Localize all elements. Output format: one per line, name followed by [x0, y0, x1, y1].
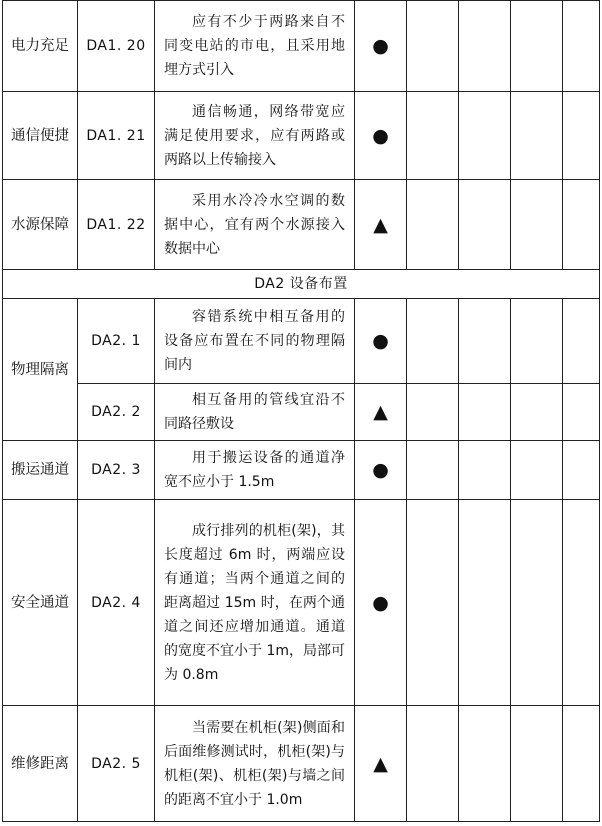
empty-cell — [459, 180, 511, 270]
code-cell: DA1. 21 — [78, 92, 155, 180]
mark-cell: ▲ — [355, 384, 407, 441]
empty-cell — [511, 706, 563, 822]
empty-cell — [407, 92, 459, 180]
description-cell: 应有不少于两路来自不同变电站的市电，且采用地埋方式引入 — [155, 1, 355, 92]
empty-cell — [563, 384, 600, 441]
category-cell: 电力充足 — [3, 1, 78, 92]
mark-cell: ● — [355, 1, 407, 92]
category-cell: 水源保障 — [3, 180, 78, 270]
empty-cell — [563, 92, 600, 180]
empty-cell — [511, 384, 563, 441]
section-row — [3, 270, 600, 299]
empty-cell — [563, 299, 600, 384]
empty-cell — [407, 441, 459, 500]
description-cell: 用于搬运设备的通道净宽不应小于 1.5m — [155, 441, 355, 500]
category-cell: 维修距离 — [3, 706, 78, 822]
code-cell: DA2. 1 — [78, 299, 155, 384]
mark-cell: ● — [355, 299, 407, 384]
mark-cell: ▲ — [355, 706, 407, 822]
description-cell: 成行排列的机柜(架)，其长度超过 6m 时，两端应设有通道；当两个通道之间的距离超过 15m 时，在两个通道之间还应增加通道。通道的宽度不宜小于 1m，局部可为 0.8m — [155, 500, 355, 706]
empty-cell — [563, 500, 600, 706]
empty-cell — [563, 180, 600, 270]
code-cell: DA2. 2 — [78, 384, 155, 441]
empty-cell — [407, 1, 459, 92]
empty-cell — [407, 706, 459, 822]
section-title: DA2 设备布置 — [3, 270, 600, 299]
empty-cell — [563, 1, 600, 92]
empty-cell — [407, 299, 459, 384]
empty-cell — [459, 441, 511, 500]
empty-cell — [459, 384, 511, 441]
empty-cell — [511, 180, 563, 270]
table-row — [3, 299, 600, 384]
description-cell: 相互备用的管线宜沿不同路径敷设 — [155, 384, 355, 441]
mark-cell: ● — [355, 92, 407, 180]
empty-cell — [459, 500, 511, 706]
code-cell: DA2. 5 — [78, 706, 155, 822]
empty-cell — [459, 92, 511, 180]
empty-cell — [459, 1, 511, 92]
empty-cell — [459, 299, 511, 384]
empty-cell — [511, 92, 563, 180]
table-row — [3, 500, 600, 706]
code-cell: DA2. 4 — [78, 500, 155, 706]
description-cell: 当需要在机柜(架)侧面和后面维修测试时，机柜(架)与机柜(架)、机柜(架)与墙之间的距离不宜小于 1.0m — [155, 706, 355, 822]
mark-cell: ● — [355, 441, 407, 500]
empty-cell — [511, 299, 563, 384]
category-cell: 物理隔离 — [3, 299, 78, 441]
empty-cell — [511, 500, 563, 706]
empty-cell — [407, 180, 459, 270]
empty-cell — [407, 500, 459, 706]
category-cell: 通信便捷 — [3, 92, 78, 180]
empty-cell — [511, 441, 563, 500]
requirements-table — [2, 0, 600, 822]
table-row — [3, 706, 600, 822]
category-cell: 搬运通道 — [3, 441, 78, 500]
table-row — [3, 384, 600, 441]
description-cell: 容错系统中相互备用的设备应布置在不同的物理隔间内 — [155, 299, 355, 384]
table-row — [3, 1, 600, 92]
code-cell: DA2. 3 — [78, 441, 155, 500]
code-cell: DA1. 22 — [78, 180, 155, 270]
table-row — [3, 92, 600, 180]
empty-cell — [407, 384, 459, 441]
table-row — [3, 180, 600, 270]
mark-cell: ▲ — [355, 180, 407, 270]
empty-cell — [563, 441, 600, 500]
code-cell: DA1. 20 — [78, 1, 155, 92]
description-cell: 通信畅通，网络带宽应满足使用要求，应有两路或两路以上传输接入 — [155, 92, 355, 180]
empty-cell — [563, 706, 600, 822]
mark-cell: ● — [355, 500, 407, 706]
empty-cell — [459, 706, 511, 822]
empty-cell — [511, 1, 563, 92]
category-cell: 安全通道 — [3, 500, 78, 706]
description-cell: 采用水冷冷水空调的数据中心，宜有两个水源接入数据中心 — [155, 180, 355, 270]
table-row — [3, 441, 600, 500]
